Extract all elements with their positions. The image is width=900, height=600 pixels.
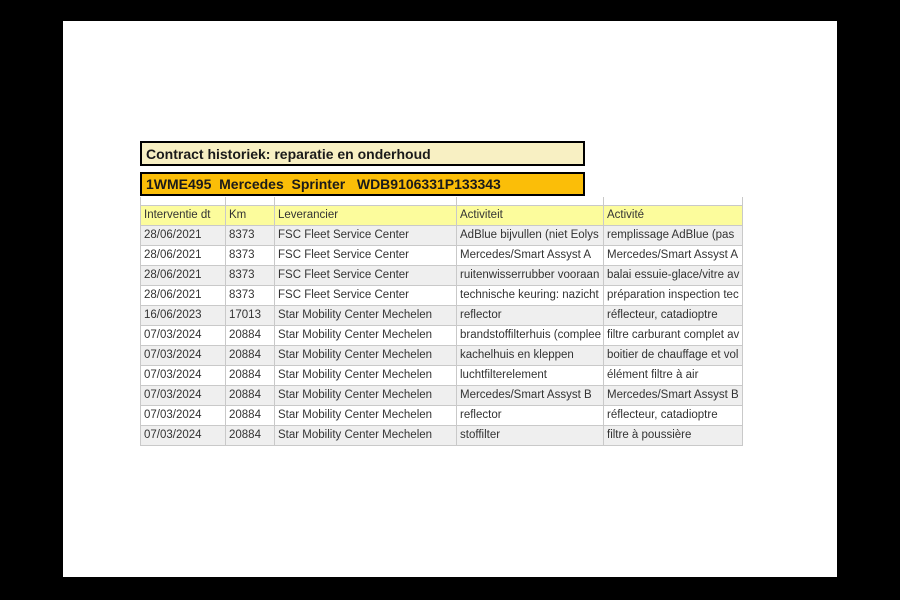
cell-interventie-dt: 28/06/2021 (141, 265, 226, 285)
cell-activiteit: Mercedes/Smart Assyst B (457, 385, 604, 405)
table-row (141, 265, 743, 285)
cell-km: 17013 (226, 305, 275, 325)
cell-leverancier: Star Mobility Center Mechelen (275, 325, 457, 345)
cell-km: 20884 (226, 365, 275, 385)
cell-activite: réflecteur, catadioptre (604, 405, 743, 425)
table-row (141, 365, 743, 385)
cell-activiteit: ruitenwisserrubber vooraan (457, 265, 604, 285)
spacer-row (141, 197, 743, 205)
cell-interventie-dt: 16/06/2023 (141, 305, 226, 325)
column-header-activiteit: Activiteit (457, 205, 604, 225)
column-header-km: Km (226, 205, 275, 225)
cell-leverancier: Star Mobility Center Mechelen (275, 425, 457, 445)
column-header-leverancier: Leverancier (275, 205, 457, 225)
cell-activite: préparation inspection tec (604, 285, 743, 305)
cell-km: 20884 (226, 385, 275, 405)
cell-activiteit: stoffilter (457, 425, 604, 445)
cell-activite: balai essuie-glace/vitre av (604, 265, 743, 285)
cell-activiteit: Mercedes/Smart Assyst A (457, 245, 604, 265)
cell-interventie-dt: 07/03/2024 (141, 405, 226, 425)
cell-interventie-dt: 28/06/2021 (141, 285, 226, 305)
cell-leverancier: Star Mobility Center Mechelen (275, 305, 457, 325)
table-row (141, 385, 743, 405)
cell-interventie-dt: 07/03/2024 (141, 325, 226, 345)
cell-activiteit: brandstoffilterhuis (complee (457, 325, 604, 345)
report-title: Contract historiek: reparatie en onderhoud (146, 145, 431, 162)
table-row (141, 425, 743, 445)
table-row (141, 305, 743, 325)
report-title-banner (140, 141, 585, 166)
history-table (140, 197, 743, 446)
cell-km: 20884 (226, 345, 275, 365)
content-page (63, 21, 837, 577)
cell-activite: élément filtre à air (604, 365, 743, 385)
column-header-activite: Activité (604, 205, 743, 225)
cell-interventie-dt: 28/06/2021 (141, 245, 226, 265)
cell-km: 20884 (226, 325, 275, 345)
cell-activiteit: technische keuring: nazicht (457, 285, 604, 305)
cell-activite: réflecteur, catadioptre (604, 305, 743, 325)
table-row (141, 345, 743, 365)
cell-activite: filtre carburant complet av (604, 325, 743, 345)
cell-km: 8373 (226, 245, 275, 265)
table-row (141, 325, 743, 345)
table-body (141, 225, 743, 445)
cell-leverancier: FSC Fleet Service Center (275, 225, 457, 245)
vehicle-id-banner (140, 172, 585, 196)
cell-km: 8373 (226, 285, 275, 305)
cell-interventie-dt: 07/03/2024 (141, 365, 226, 385)
table-row (141, 245, 743, 265)
cell-activite: remplissage AdBlue (pas (604, 225, 743, 245)
cell-km: 8373 (226, 265, 275, 285)
cell-leverancier: Star Mobility Center Mechelen (275, 385, 457, 405)
cell-activiteit: luchtfilterelement (457, 365, 604, 385)
cell-km: 8373 (226, 225, 275, 245)
column-header-interventie-dt: Interventie dt (141, 205, 226, 225)
cell-activite: boitier de chauffage et vol (604, 345, 743, 365)
cell-leverancier: FSC Fleet Service Center (275, 245, 457, 265)
cell-km: 20884 (226, 425, 275, 445)
cell-activiteit: AdBlue bijvullen (niet Eolys (457, 225, 604, 245)
cell-interventie-dt: 07/03/2024 (141, 385, 226, 405)
vehicle-id-text: 1WME495 Mercedes Sprinter WDB9106331P133343 (146, 176, 501, 192)
cell-activite: Mercedes/Smart Assyst A (604, 245, 743, 265)
cell-activite: filtre à poussière (604, 425, 743, 445)
table-header-row (141, 205, 743, 225)
table-row (141, 285, 743, 305)
cell-leverancier: Star Mobility Center Mechelen (275, 345, 457, 365)
cell-activiteit: reflector (457, 305, 604, 325)
table-row (141, 405, 743, 425)
cell-activiteit: reflector (457, 405, 604, 425)
table-row (141, 225, 743, 245)
cell-activiteit: kachelhuis en kleppen (457, 345, 604, 365)
cell-interventie-dt: 28/06/2021 (141, 225, 226, 245)
cell-leverancier: Star Mobility Center Mechelen (275, 405, 457, 425)
cell-leverancier: FSC Fleet Service Center (275, 285, 457, 305)
cell-km: 20884 (226, 405, 275, 425)
cell-leverancier: FSC Fleet Service Center (275, 265, 457, 285)
cell-interventie-dt: 07/03/2024 (141, 425, 226, 445)
cell-interventie-dt: 07/03/2024 (141, 345, 226, 365)
cell-activite: Mercedes/Smart Assyst B (604, 385, 743, 405)
cell-leverancier: Star Mobility Center Mechelen (275, 365, 457, 385)
